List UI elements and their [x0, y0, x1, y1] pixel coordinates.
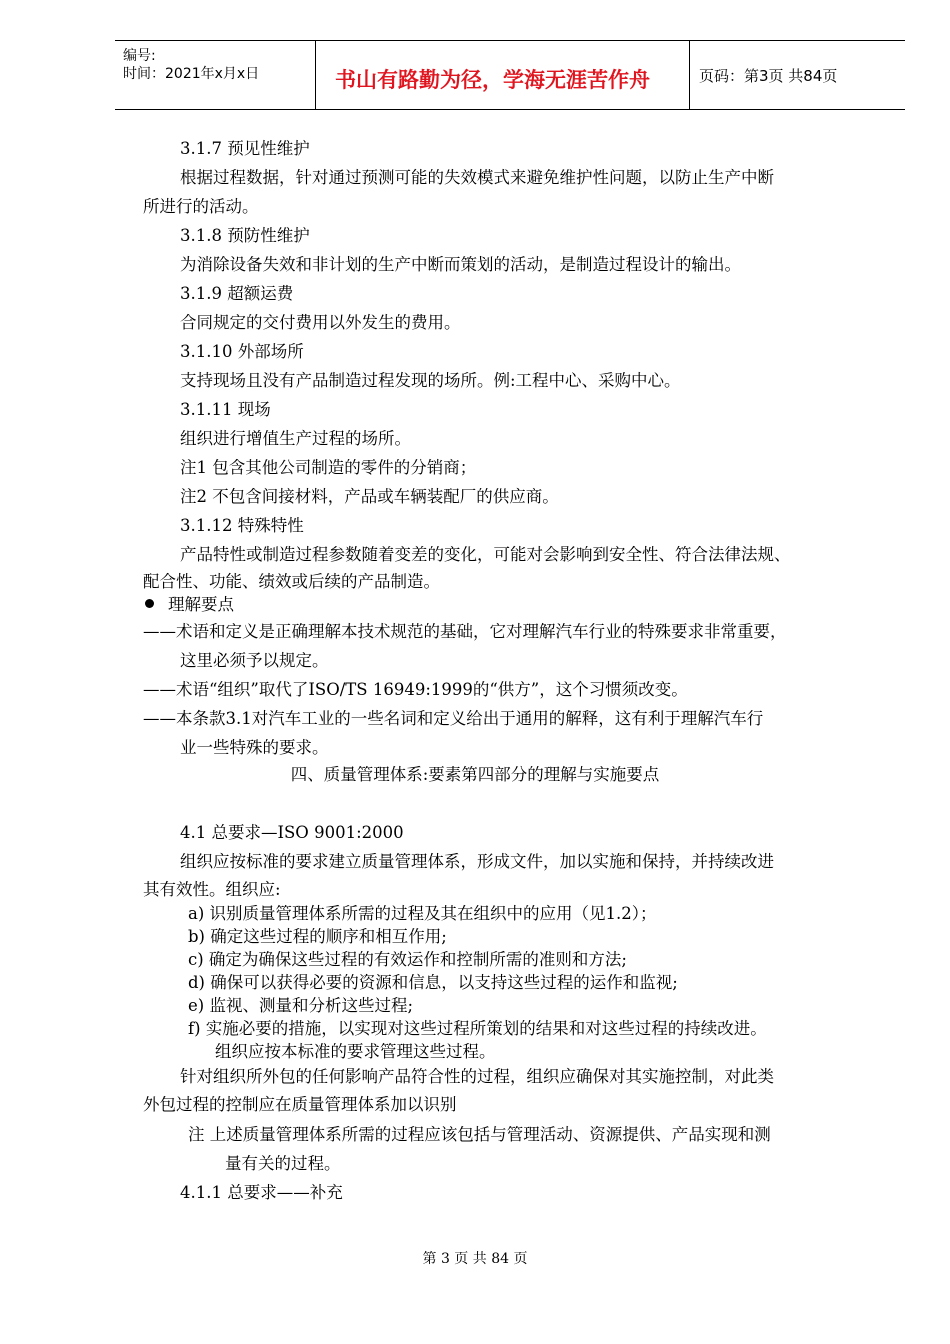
- body-line: 3.1.9 超额运费: [180, 284, 294, 303]
- body-line: 为消除设备失效和非计划的生产中断而策划的活动，是制造过程设计的输出。: [180, 255, 741, 274]
- body-line: 业一些特殊的要求。: [180, 738, 329, 757]
- header-page-info: 页码：第3页 共84页: [699, 67, 838, 85]
- time-label: 时间：2021年x月x日: [123, 66, 260, 82]
- page-footer: 第 3 页 共 84 页: [422, 1251, 528, 1267]
- body-line: 3.1.11 现场: [180, 400, 271, 419]
- header-motto-cell: [315, 41, 690, 109]
- body-line: 所进行的活动。: [143, 197, 259, 216]
- body-line: 针对组织所外包的任何影响产品符合性的过程，组织应确保对其实施控制，对此类: [180, 1067, 774, 1086]
- body-line: 合同规定的交付费用以外发生的费用。: [180, 313, 461, 332]
- body-line: 组织应按标准的要求建立质量管理体系，形成文件，加以实施和保持，并持续改进: [180, 852, 774, 871]
- body-line: ——术语“组织”取代了ISO/TS 16949:1999的“供方”，这个习惯须改变。: [143, 680, 688, 699]
- body-line: a) 识别质量管理体系所需的过程及其在组织中的应用（见1.2）；: [188, 904, 657, 923]
- body-line: c) 确定为确保这些过程的有效运作和控制所需的准则和方法;: [188, 950, 627, 969]
- body-line: 3.1.8 预防性维护: [180, 226, 310, 245]
- body-line: 组织应按本标准的要求管理这些过程。: [215, 1042, 496, 1061]
- body-line: ——术语和定义是正确理解本技术规范的基础，它对理解汽车行业的特殊要求非常重要，: [143, 622, 787, 641]
- body-line: 产品特性或制造过程参数随着变差的变化，可能对会影响到安全性、符合法律法规、: [180, 545, 791, 564]
- body-line: 注1 包含其他公司制造的零件的分销商；: [180, 458, 477, 477]
- bullet-heading: [145, 594, 234, 616]
- bullet-icon: [145, 599, 154, 608]
- bullet-heading-text: 理解要点: [168, 595, 234, 614]
- header-info-cell: [115, 41, 316, 109]
- body-line: 支持现场且没有产品制造过程发现的场所。例:工程中心、采购中心。: [180, 371, 681, 390]
- body-line: f) 实施必要的措施，以实现对这些过程所策划的结果和对这些过程的持续改进。: [188, 1019, 767, 1038]
- body-line: 3.1.12 特殊特性: [180, 516, 304, 535]
- body-line: ——本条款3.1对汽车工业的一些名词和定义给出于通用的解释，这有利于理解汽车行: [143, 709, 764, 728]
- page-header: [115, 40, 905, 110]
- body-line: 量有关的过程。: [225, 1154, 341, 1173]
- section-title: 四、质量管理体系:要素第四部分的理解与实施要点: [290, 765, 660, 784]
- header-page-cell: [689, 41, 905, 109]
- header-motto: 书山有路勤为径，学海无涯苦作舟: [335, 68, 650, 92]
- body-line: d) 确保可以获得必要的资源和信息，以支持这些过程的运作和监视;: [188, 973, 678, 992]
- body-line: 4.1 总要求—ISO 9001:2000: [180, 823, 404, 842]
- body-line: 外包过程的控制应在质量管理体系加以识别: [143, 1095, 457, 1114]
- body-line: e) 监视、测量和分析这些过程;: [188, 996, 414, 1015]
- body-line: 配合性、功能、绩效或后续的产品制造。: [143, 572, 440, 591]
- body-line: 这里必须予以规定。: [180, 651, 329, 670]
- body-line: 4.1.1 总要求——补充: [180, 1183, 343, 1202]
- body-line: 其有效性。组织应:: [143, 880, 281, 899]
- body-line: 3.1.7 预见性维护: [180, 139, 310, 158]
- body-line: 注 上述质量管理体系所需的过程应该包括与管理活动、资源提供、产品实现和测: [188, 1125, 771, 1144]
- body-line: 组织进行增值生产过程的场所。: [180, 429, 411, 448]
- body-line: 根据过程数据，针对通过预测可能的失效模式来避免维护性问题，以防止生产中断: [180, 168, 774, 187]
- body-line: 注2 不包含间接材料，产品或车辆装配厂的供应商。: [180, 487, 559, 506]
- code-label: 编号:: [123, 48, 156, 64]
- body-line: b) 确定这些过程的顺序和相互作用;: [188, 927, 447, 946]
- body-line: 3.1.10 外部场所: [180, 342, 304, 361]
